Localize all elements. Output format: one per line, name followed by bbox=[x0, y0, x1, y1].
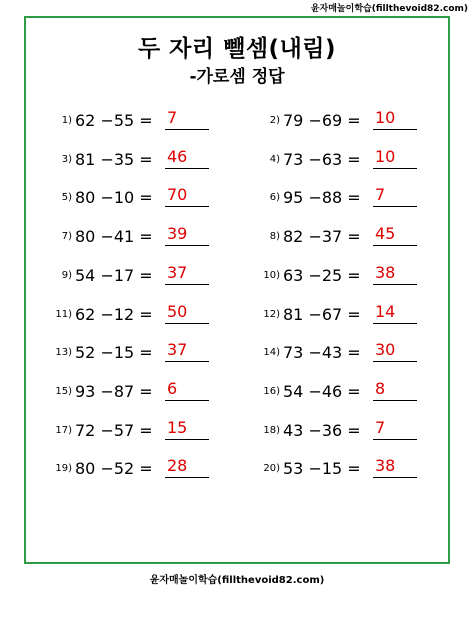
worksheet-border bbox=[24, 16, 450, 564]
answer-value: 50 bbox=[167, 301, 188, 321]
answer-value: 14 bbox=[375, 301, 396, 321]
answer-value: 7 bbox=[167, 108, 178, 127]
problem-expression: 53 −15 = bbox=[283, 459, 361, 479]
problem-expression: 95 −88 = bbox=[283, 188, 361, 208]
problem-expression: 73 −43 = bbox=[283, 343, 361, 363]
problem-item bbox=[250, 143, 470, 169]
problem-number: 9) bbox=[61, 269, 72, 281]
answer-blank bbox=[165, 184, 209, 207]
answer-blank bbox=[373, 223, 417, 246]
problem-number: 6) bbox=[269, 192, 280, 204]
answer-value: 10 bbox=[375, 108, 396, 127]
answer-value: 10 bbox=[375, 146, 396, 166]
problem-expression: 72 −57 = bbox=[75, 420, 153, 440]
bottom-credit: 윤자매놀이학습(fillthevoid82.com) bbox=[149, 575, 325, 586]
problem-expression: 54 −46 = bbox=[283, 381, 361, 401]
answer-value: 30 bbox=[375, 340, 396, 360]
worksheet-subtitle: -가로셈 정답 bbox=[189, 67, 285, 87]
problem-item bbox=[42, 259, 262, 285]
problem-number: 1) bbox=[61, 115, 72, 126]
problem-item bbox=[250, 298, 470, 324]
answer-blank bbox=[165, 262, 209, 285]
problem-expression: 93 −87 = bbox=[75, 381, 153, 401]
problem-number: 15) bbox=[55, 385, 72, 397]
answer-blank bbox=[165, 223, 209, 246]
answer-value: 46 bbox=[167, 146, 188, 166]
problem-expression: 82 −37 = bbox=[283, 227, 361, 247]
problem-number: 4) bbox=[269, 153, 280, 165]
answer-value: 7 bbox=[375, 185, 386, 205]
problem-item bbox=[250, 336, 470, 362]
problem-number: 18) bbox=[263, 424, 280, 436]
problem-number: 20) bbox=[263, 463, 280, 475]
answer-blank bbox=[373, 378, 417, 401]
problem-expression: 80 −52 = bbox=[75, 459, 153, 479]
top-credit: 윤자매놀이학습(fillthevoid82.com) bbox=[310, 4, 468, 14]
problem-number: 3) bbox=[61, 153, 72, 165]
problem-item bbox=[42, 298, 262, 324]
problem-item bbox=[42, 414, 262, 440]
answer-blank bbox=[165, 455, 209, 478]
answer-value: 45 bbox=[375, 224, 396, 244]
problem-number: 5) bbox=[61, 192, 72, 204]
answer-blank bbox=[165, 146, 209, 169]
answer-value: 37 bbox=[167, 340, 188, 360]
answer-value: 70 bbox=[167, 185, 188, 205]
answer-blank bbox=[165, 107, 209, 130]
problem-expression: 62 −55 = bbox=[75, 111, 153, 130]
problem-number: 11) bbox=[55, 308, 72, 320]
problem-item bbox=[250, 104, 470, 130]
answer-blank bbox=[165, 417, 209, 440]
problem-number: 17) bbox=[55, 424, 72, 436]
answer-blank bbox=[373, 184, 417, 207]
problem-item bbox=[42, 375, 262, 401]
problem-item bbox=[250, 375, 470, 401]
problem-expression: 52 −15 = bbox=[75, 343, 153, 363]
answer-value: 28 bbox=[167, 456, 188, 476]
problem-item bbox=[42, 143, 262, 169]
answer-blank bbox=[373, 417, 417, 440]
problem-expression: 80 −41 = bbox=[75, 227, 153, 247]
answer-value: 38 bbox=[375, 456, 396, 476]
problem-item bbox=[250, 414, 470, 440]
problem-expression: 80 −10 = bbox=[75, 188, 153, 208]
answer-value: 37 bbox=[167, 262, 188, 282]
problem-item bbox=[250, 220, 470, 246]
problem-expression: 43 −36 = bbox=[283, 420, 361, 440]
problem-item bbox=[42, 181, 262, 207]
problem-number: 19) bbox=[55, 463, 72, 475]
problem-item bbox=[42, 104, 262, 130]
answer-blank bbox=[165, 301, 209, 324]
answer-value: 7 bbox=[375, 417, 386, 437]
answer-blank bbox=[165, 378, 209, 401]
worksheet-title: 두 자리 뺄셈(내림) bbox=[137, 36, 337, 62]
answer-blank bbox=[373, 262, 417, 285]
problem-expression: 81 −67 = bbox=[283, 304, 361, 324]
problem-item bbox=[42, 336, 262, 362]
problem-item bbox=[250, 452, 470, 478]
problem-number: 12) bbox=[263, 308, 280, 320]
problem-item bbox=[250, 181, 470, 207]
problem-item bbox=[42, 220, 262, 246]
problem-number: 14) bbox=[263, 347, 280, 359]
problem-number: 16) bbox=[263, 385, 280, 397]
problem-number: 8) bbox=[269, 231, 280, 243]
problem-expression: 81 −35 = bbox=[75, 149, 153, 169]
problem-expression: 62 −12 = bbox=[75, 304, 153, 324]
answer-blank bbox=[373, 146, 417, 169]
answer-value: 6 bbox=[167, 378, 178, 398]
answer-value: 15 bbox=[167, 417, 188, 437]
problem-item bbox=[250, 259, 470, 285]
answer-blank bbox=[165, 339, 209, 362]
answer-blank bbox=[373, 107, 417, 130]
answer-value: 39 bbox=[167, 224, 188, 244]
problem-number: 10) bbox=[263, 269, 280, 281]
problem-item bbox=[42, 452, 262, 478]
problem-expression: 79 −69 = bbox=[283, 111, 361, 130]
answer-value: 38 bbox=[375, 262, 396, 282]
problem-number: 13) bbox=[55, 347, 72, 359]
problem-expression: 63 −25 = bbox=[283, 265, 361, 285]
problem-expression: 54 −17 = bbox=[75, 265, 153, 285]
problem-number: 2) bbox=[269, 115, 280, 126]
problem-expression: 73 −63 = bbox=[283, 149, 361, 169]
answer-value: 8 bbox=[375, 378, 386, 398]
answer-blank bbox=[373, 339, 417, 362]
answer-blank bbox=[373, 301, 417, 324]
answer-blank bbox=[373, 455, 417, 478]
problem-number: 7) bbox=[61, 231, 72, 243]
